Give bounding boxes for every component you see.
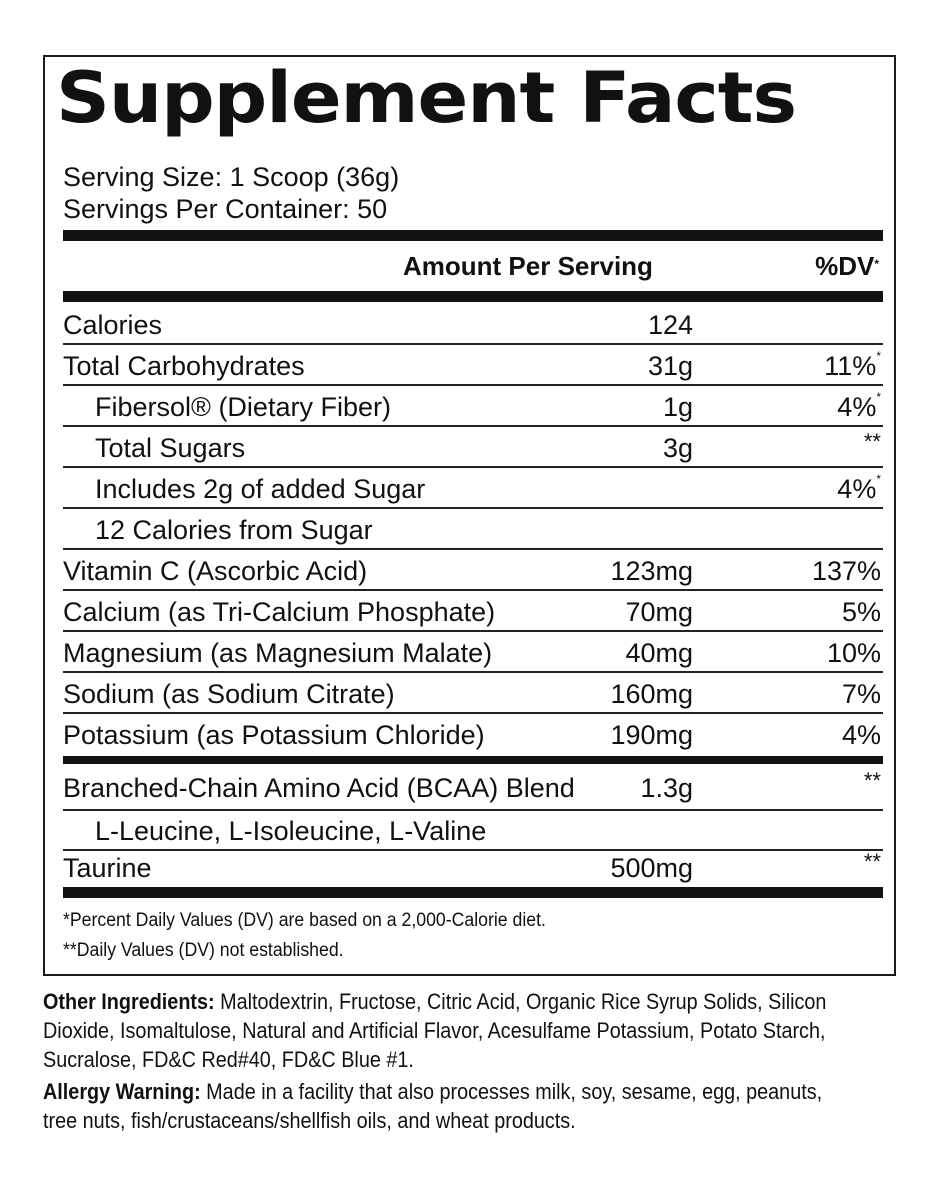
nutrient-label (95, 392, 391, 423)
nutrient-amount: 40mg (625, 638, 693, 668)
servings-per-container: Servings Per Container: 50 (63, 194, 388, 224)
nutrient-amount: 123mg (610, 556, 693, 586)
table-row (63, 714, 883, 755)
nutrient-amount: 3g (662, 433, 693, 463)
thick-divider-bottom (63, 887, 883, 898)
nutrient-label: Magnesium (as Magnesium Malate) (63, 638, 493, 668)
table-row (63, 851, 883, 887)
footnote-dv-not-established: **Daily Values (DV) not established. (63, 940, 344, 961)
amount-per-serving-header: Amount Per Serving (403, 251, 653, 281)
nutrient-dv: 5% (841, 597, 881, 627)
fibersol-name: Fibersol (95, 392, 192, 422)
nutrient-dv: 7% (841, 679, 881, 709)
nutrient-label: Calcium (as Tri-Calcium Phosphate) (63, 597, 496, 627)
other-ingredients-text: Maltodextrin, Fructose, Citric Acid, Organic Rice Syrup Solids, Silicon Dioxide, Isomaltulose, Natural and Artificial Flavor, Acesulfame Potassium, Potato Starch, Sucralose, FD&C Red#40, FD&C Blue #1. (43, 989, 827, 1072)
nutrient-dv: ** (863, 768, 881, 793)
serving-size: Serving Size: 1 Scoop (36g) (63, 162, 400, 192)
table-row (63, 632, 883, 673)
dv-value: 4% (837, 474, 877, 504)
nutrient-label: Total Carbohydrates (63, 351, 305, 381)
table-row (63, 305, 883, 345)
nutrient-amount: 190mg (610, 720, 693, 750)
fibersol-desc: (Dietary Fiber) (210, 392, 391, 422)
table-row (63, 673, 883, 714)
nutrient-amount: 1.3g (640, 773, 693, 803)
allergy-warning (43, 1077, 853, 1135)
nutrient-label: Includes 2g of added Sugar (95, 474, 426, 504)
table-row (63, 764, 883, 811)
table-row (63, 468, 883, 509)
registered-mark: ® (191, 392, 211, 422)
table-row (63, 427, 883, 468)
nutrient-label: 12 Calories from Sugar (95, 515, 373, 545)
nutrient-amount: 124 (647, 310, 693, 340)
daily-value-header-label: %DV (815, 251, 875, 281)
daily-value-header (815, 251, 879, 281)
nutrient-label: Sodium (as Sodium Citrate) (63, 679, 395, 709)
nutrient-dv: 137% (811, 556, 881, 586)
dv-value: 4% (837, 392, 877, 422)
nutrient-label: L-Leucine, L-Isoleucine, L-Valine (95, 816, 487, 846)
panel-title: Supplement Facts (56, 57, 797, 139)
nutrient-amount: 31g (647, 351, 693, 381)
nutrient-amount: 1g (662, 392, 693, 422)
thick-divider-header (63, 291, 883, 302)
nutrient-label: Branched-Chain Amino Acid (BCAA) Blend (63, 773, 575, 803)
footnote-dv-basis: *Percent Daily Values (DV) are based on a 2,000-Calorie diet. (63, 910, 546, 931)
nutrient-dv: ** (863, 849, 881, 874)
nutrient-amount: 70mg (625, 597, 693, 627)
nutrient-label: Total Sugars (95, 433, 246, 463)
thick-divider-top (63, 230, 883, 241)
table-row (63, 591, 883, 632)
thick-divider-mid (63, 756, 883, 764)
dv-mark: * (876, 349, 881, 363)
dv-value: 11% (824, 351, 877, 381)
table-row (63, 509, 883, 550)
dv-mark: * (876, 472, 881, 486)
daily-value-header-mark: * (874, 257, 879, 271)
table-row (63, 550, 883, 591)
nutrient-label: Potassium (as Potassium Chloride) (63, 720, 485, 750)
table-row (63, 386, 883, 427)
dv-mark: * (876, 390, 881, 404)
other-ingredients (43, 987, 853, 1074)
nutrient-dv (837, 392, 881, 423)
table-row (63, 811, 883, 851)
allergy-warning-label: Allergy Warning: (43, 1079, 201, 1104)
nutrient-amount: 160mg (610, 679, 693, 709)
table-row (63, 345, 883, 386)
nutrient-dv: 10% (826, 638, 881, 668)
nutrient-label: Calories (63, 310, 163, 340)
nutrient-label: Vitamin C (Ascorbic Acid) (63, 556, 368, 586)
nutrient-amount: 500mg (610, 853, 693, 883)
nutrient-dv: 4% (841, 720, 881, 750)
allergy-warning-text: Made in a facility that also processes milk, soy, sesame, egg, peanuts, tree nuts, fish/crustaceans/shellfish oils, and wheat products. (43, 1079, 823, 1133)
nutrient-dv (837, 474, 881, 505)
other-ingredients-label: Other Ingredients: (43, 989, 215, 1014)
nutrient-dv: ** (863, 429, 881, 454)
nutrient-label: Taurine (63, 853, 152, 883)
nutrient-dv (824, 351, 881, 382)
